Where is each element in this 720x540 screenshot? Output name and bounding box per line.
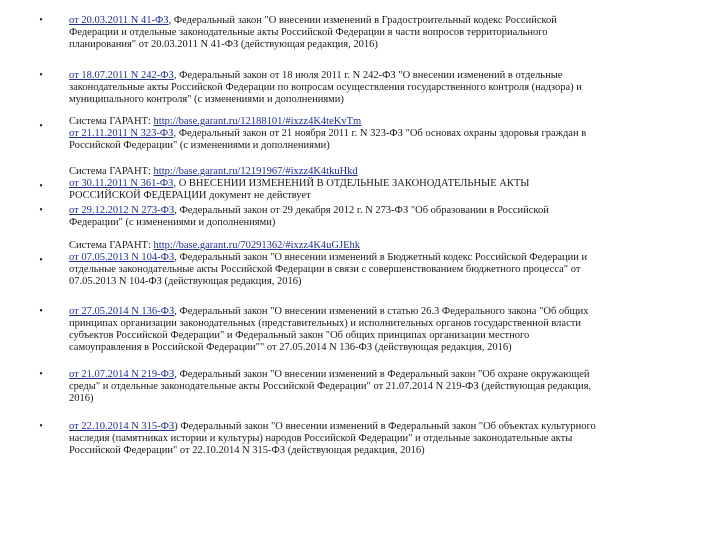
law-text-line: 2016) [69, 393, 94, 404]
bullet: • [39, 369, 43, 380]
law-link[interactable]: от 21.07.2014 N 219-ФЗ [69, 369, 175, 380]
law-text-line: , Федеральный закон от 21 ноября 2011 г. N 323-ФЗ "Об основах охраны здоровья граждан в [173, 128, 587, 139]
law-text-line: самоуправления в Российской Федерации"" от 27.05.2014 N 136-ФЗ (действующая редакция, 2016) [69, 342, 512, 353]
bullet: • [39, 121, 43, 132]
law-text-line: принципах организации законодательных (представительных) и исполнительных органов государственной власти [69, 318, 581, 329]
law-text-line: Федерации" (с изменениями и дополнениями) [69, 217, 276, 228]
law-text-line: , Федеральный закон "О внесении изменений в Федеральный закон "Об охране окружающей [174, 369, 590, 380]
law-link[interactable]: от 27.05.2014 N 136-ФЗ [69, 306, 175, 317]
law-link[interactable]: от 30.11.2011 N 361-ФЗ [69, 178, 174, 189]
law-text-line: , Федеральный закон "О внесении изменений в Градостроительный кодекс Российской [168, 15, 557, 26]
garant-url-link[interactable]: http://base.garant.ru/12191967/#ixzz4K4tkuHkd [153, 166, 358, 177]
law-link[interactable]: от 20.03.2011 N 41-ФЗ [69, 15, 169, 26]
law-text-line: отдельные законодательные акты Российской Федерации в связи с совершенствованием бюджетного процесса" от [69, 264, 581, 275]
bullet: • [39, 70, 43, 81]
law-link[interactable]: от 18.07.2011 N 242-ФЗ [69, 70, 174, 81]
bullet: • [39, 306, 43, 317]
law-text-line: , Федеральный закон "О внесении изменений в статью 26.3 Федерального закона "Об общих [174, 306, 589, 317]
bullet: • [39, 181, 43, 192]
law-link[interactable]: от 29.12.2012 N 273-ФЗ [69, 205, 175, 216]
law-text-line: 07.05.2013 N 104-ФЗ (действующая редакция, 2016) [69, 276, 302, 287]
law-text-line: Федерации и отдельные законодательные акты Российской Федерации в части вопросов территориального [69, 27, 548, 38]
law-text-line: Российской Федерации" от 22.10.2014 N 315-ФЗ (действующая редакция, 2016) [69, 445, 425, 456]
garant-system-label: Система ГАРАНТ: [69, 240, 154, 251]
law-text-line: Российской Федерации" (с изменениями и дополнениями) [69, 140, 330, 151]
garant-url-link[interactable]: http://base.garant.ru/70291362/#ixzz4K4uGJEhk [153, 240, 360, 251]
law-text-line: , Федеральный закон "О внесении изменений в Бюджетный кодекс Российской Федерации и [174, 252, 588, 263]
law-text-line: планирования" от 20.03.2011 N 41-ФЗ (действующая редакция, 2016) [69, 39, 378, 50]
law-link[interactable]: от 22.10.2014 N 315-ФЗ [69, 421, 175, 432]
law-link[interactable]: от 07.05.2013 N 104-ФЗ [69, 252, 175, 263]
law-text-line: , О ВНЕСЕНИИ ИЗМЕНЕНИЙ В ОТДЕЛЬНЫЕ ЗАКОНОДАТЕЛЬНЫЕ АКТЫ [173, 178, 530, 189]
bullet: • [39, 255, 43, 266]
law-text-line: муниципального контроля" (с изменениями и дополнениями) [69, 94, 344, 105]
garant-system-label: Система ГАРАНТ: [69, 116, 154, 127]
law-text-line: РОССИЙСКОЙ ФЕДЕРАЦИИ документ не действует [69, 190, 311, 201]
law-text-line: ) Федеральный закон "О внесении изменений в Федеральный закон "Об объектах культурного [174, 421, 596, 432]
law-text-line: субъектов Российской Федерации" и Федеральный закон "Об общих принципах организации местного [69, 330, 530, 341]
law-link[interactable]: от 21.11.2011 N 323-ФЗ [69, 128, 174, 139]
bullet: • [39, 15, 43, 26]
garant-url-link[interactable]: http://base.garant.ru/12188101/#ixzz4K4teKvTm [153, 116, 362, 127]
garant-system-label: Система ГАРАНТ: [69, 166, 154, 177]
law-text-line: среды" и отдельные законодательные акты Российской Федерации" от 21.07.2014 N 219-ФЗ (действующая редакция, [69, 381, 592, 392]
law-text-line: , Федеральный закон от 18 июля 2011 г. N 242-ФЗ "О внесении изменений в отдельные [173, 70, 563, 81]
law-text-line: наследия (памятниках истории и культуры) народов Российской Федерации" и отдельные законодательные акты [69, 433, 573, 444]
law-text-line: законодательные акты Российской Федерации по вопросам осуществления государственного контроля (надзора) и [69, 82, 582, 93]
bullet: • [39, 421, 43, 432]
bullet: • [39, 205, 43, 216]
law-text-line: , Федеральный закон от 29 декабря 2012 г. N 273-ФЗ "Об образовании в Российской [174, 205, 549, 216]
